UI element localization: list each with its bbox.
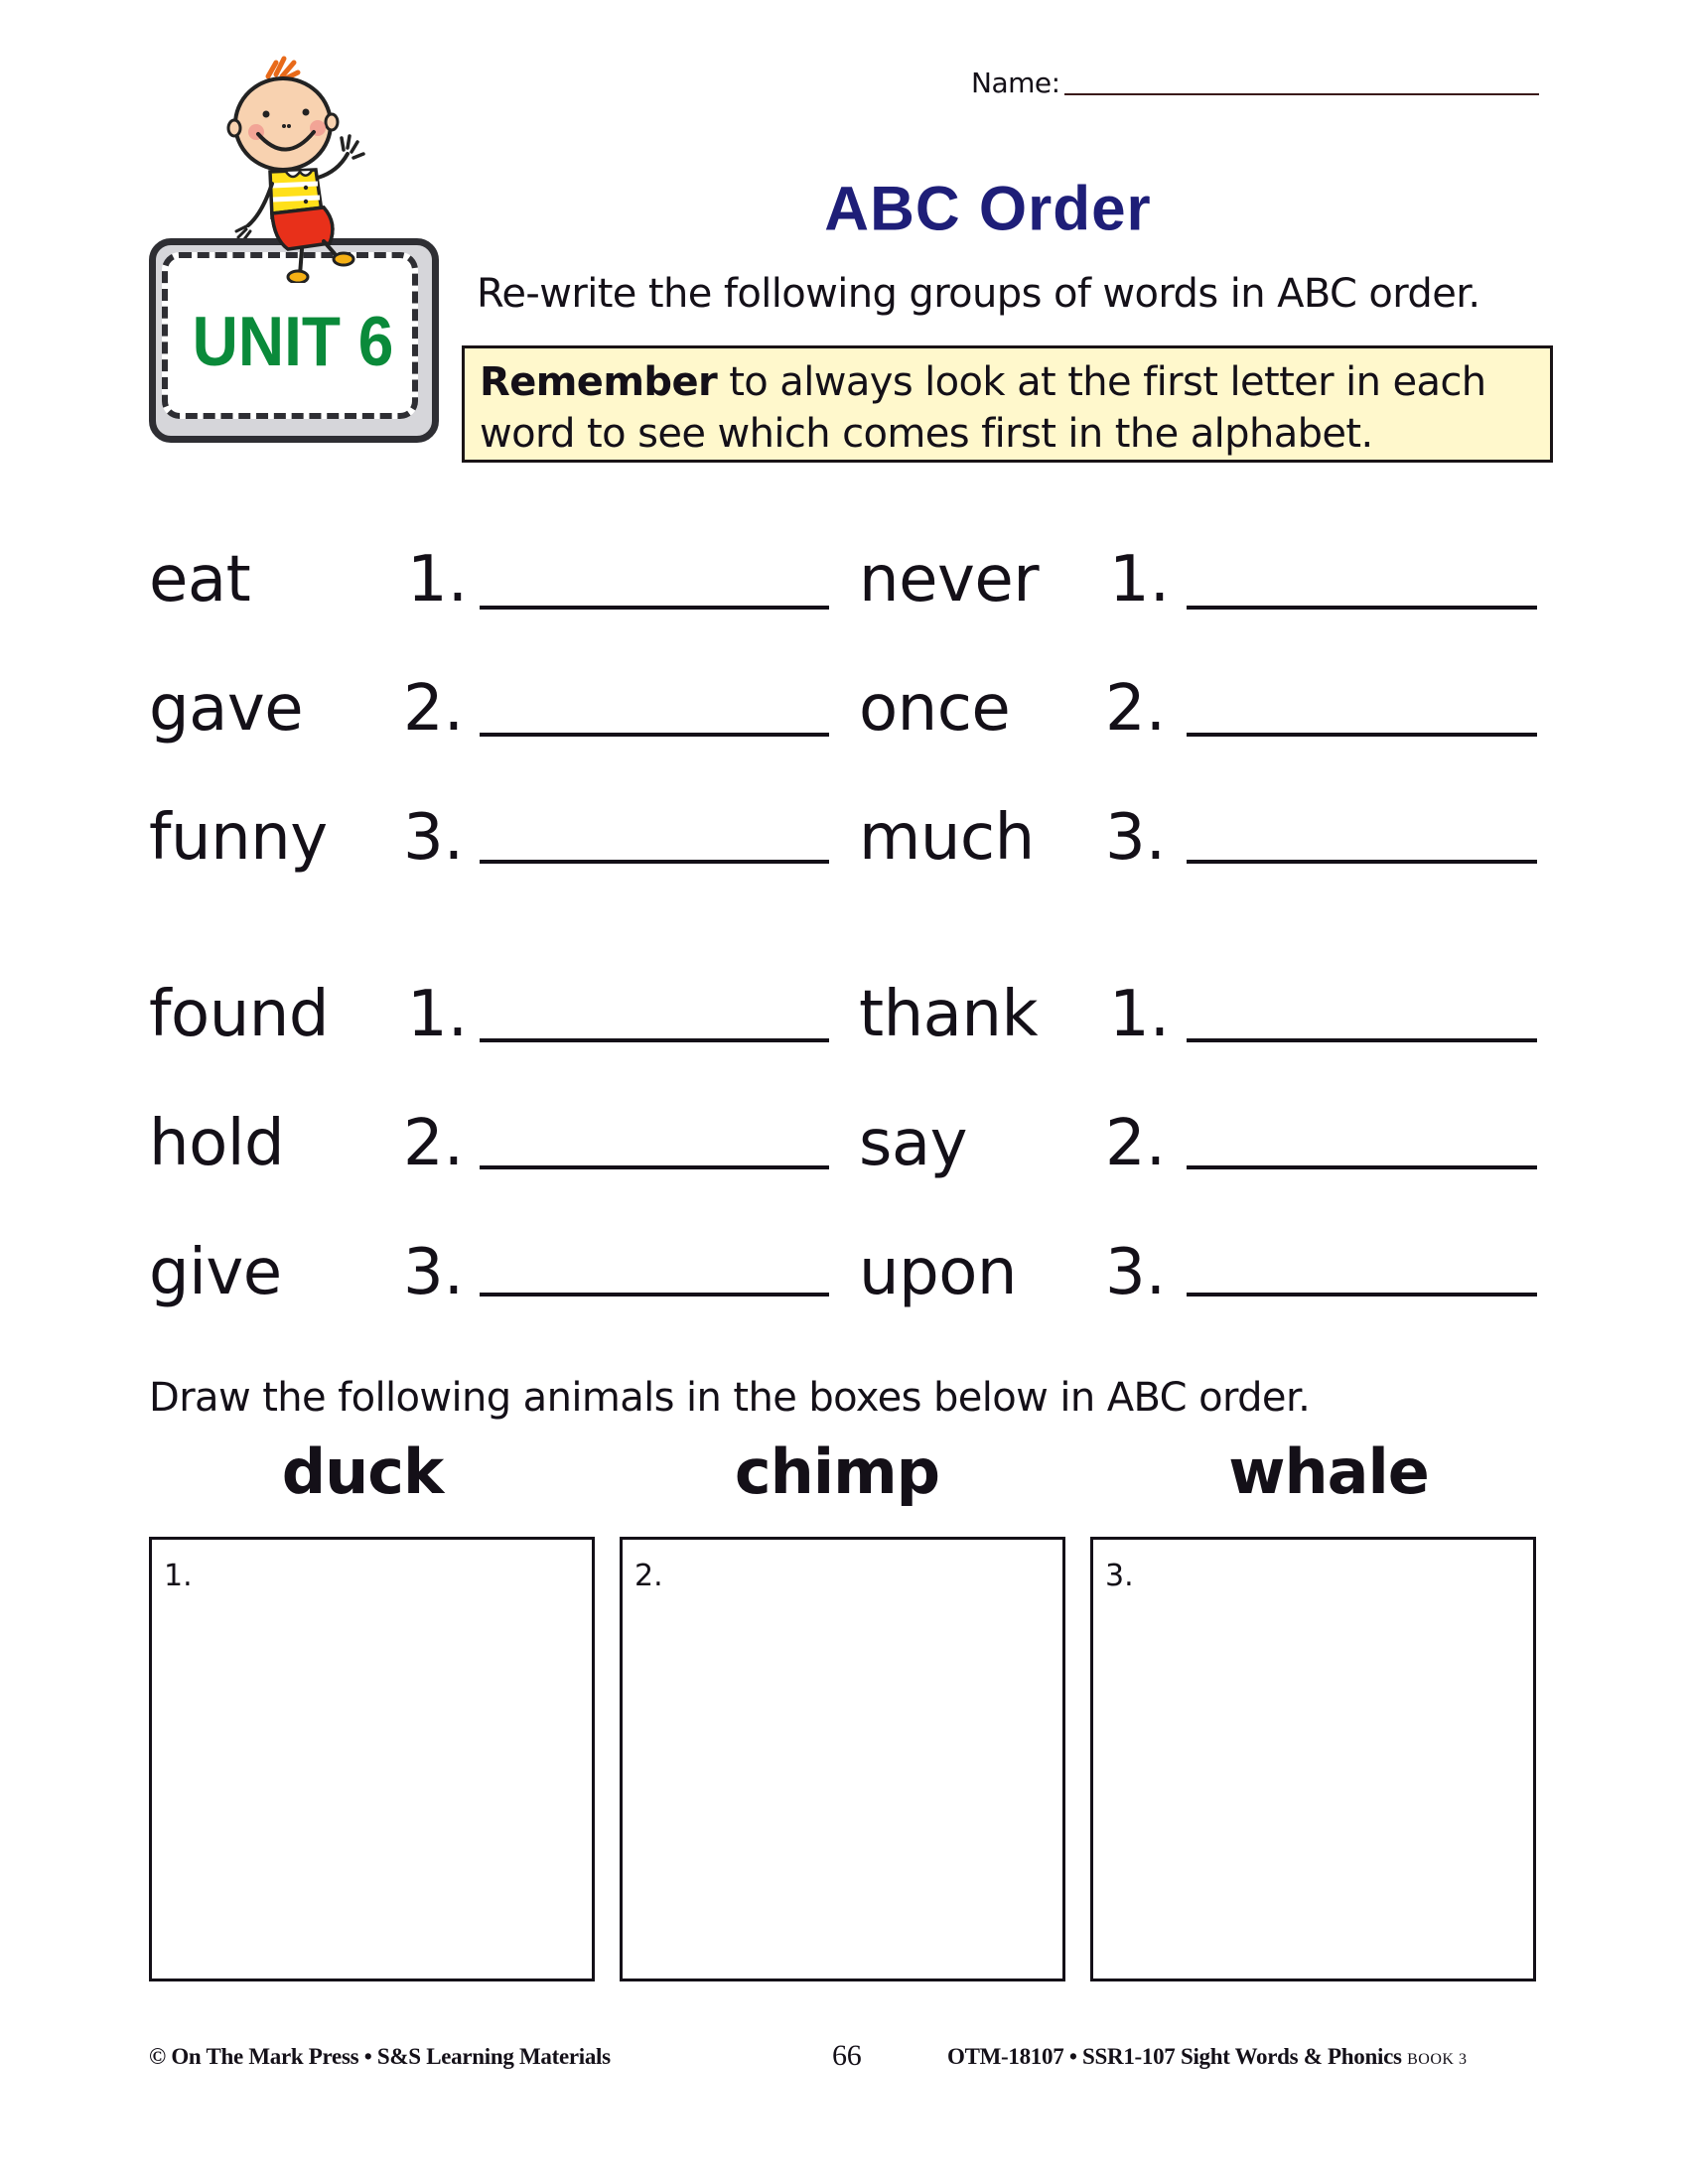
answer-number: 2. xyxy=(403,1107,465,1180)
rewrite-instruction: Re-write the following groups of words in ABC order. xyxy=(477,271,1480,317)
word-left: gave xyxy=(149,672,304,746)
drawing-box-3[interactable] xyxy=(1090,1537,1536,1981)
answer-number: 3. xyxy=(403,1236,465,1309)
kid-legs-overlay-icon xyxy=(199,55,377,283)
name-input-line[interactable] xyxy=(1064,93,1539,95)
word-left: hold xyxy=(149,1107,285,1180)
word-right: say xyxy=(859,1107,967,1180)
remember-line-1-text: to always look at the first letter in each xyxy=(717,359,1486,405)
word-row xyxy=(0,543,1688,647)
box-number: 2. xyxy=(634,1559,663,1593)
box-number: 3. xyxy=(1105,1559,1134,1593)
answer-blank[interactable] xyxy=(480,1165,829,1169)
box-number: 1. xyxy=(164,1559,193,1593)
answer-number: 2. xyxy=(1105,1107,1167,1180)
name-label: Name: xyxy=(971,67,1060,99)
remember-line-2: word to see which comes first in the alphabet. xyxy=(480,411,1373,457)
word-row xyxy=(0,978,1688,1082)
drawing-box-2[interactable] xyxy=(620,1537,1065,1981)
word-right: once xyxy=(859,672,1011,746)
word-left: eat xyxy=(149,543,251,616)
answer-blank[interactable] xyxy=(480,860,829,864)
answer-blank[interactable] xyxy=(1187,1038,1537,1042)
answer-number: 3. xyxy=(1105,1236,1167,1309)
remember-line-1 xyxy=(480,356,1550,408)
word-row xyxy=(0,801,1688,905)
word-right: upon xyxy=(859,1236,1017,1309)
unit-label: UNIT 6 xyxy=(192,302,394,381)
answer-number: 2. xyxy=(1105,672,1167,746)
name-field[interactable] xyxy=(971,69,1539,97)
answer-blank[interactable] xyxy=(1187,1293,1537,1297)
footer-product-code xyxy=(947,2045,1467,2068)
answer-number: 3. xyxy=(403,801,465,875)
answer-number: 1. xyxy=(407,543,469,616)
word-row xyxy=(0,672,1688,776)
answer-blank[interactable] xyxy=(1187,733,1537,737)
draw-instruction: Draw the following animals in the boxes below in ABC order. xyxy=(149,1375,1311,1421)
answer-blank[interactable] xyxy=(1187,1165,1537,1169)
answer-number: 1. xyxy=(407,978,469,1051)
answer-blank[interactable] xyxy=(480,733,829,737)
footer-copyright: © On The Mark Press • S&S Learning Materials xyxy=(149,2044,611,2069)
word-right: much xyxy=(859,801,1035,875)
word-left: found xyxy=(149,978,329,1051)
footer-book-label: BOOK 3 xyxy=(1407,2051,1468,2068)
word-right: thank xyxy=(859,978,1038,1051)
answer-blank[interactable] xyxy=(1187,860,1537,864)
footer-product-title: OTM-18107 • SSR1-107 Sight Words & Phonics xyxy=(947,2044,1402,2069)
answer-number: 2. xyxy=(403,672,465,746)
remember-bold: Remember xyxy=(480,359,718,405)
word-row xyxy=(0,1236,1688,1340)
animal-label-chimp: chimp xyxy=(734,1435,940,1508)
answer-blank[interactable] xyxy=(480,1038,829,1042)
word-left: give xyxy=(149,1236,282,1309)
animal-label-duck: duck xyxy=(281,1435,444,1508)
animal-label-whale: whale xyxy=(1228,1435,1429,1508)
page-title: ABC Order xyxy=(824,174,1152,244)
remember-tip-box xyxy=(462,345,1553,463)
answer-number: 1. xyxy=(1109,543,1171,616)
word-row xyxy=(0,1107,1688,1211)
word-left: funny xyxy=(149,801,328,875)
answer-number: 3. xyxy=(1105,801,1167,875)
page-number: 66 xyxy=(832,2039,862,2072)
answer-blank[interactable] xyxy=(1187,606,1537,610)
answer-blank[interactable] xyxy=(480,606,829,610)
answer-number: 1. xyxy=(1109,978,1171,1051)
word-right: never xyxy=(859,543,1039,616)
answer-blank[interactable] xyxy=(480,1293,829,1297)
drawing-box-1[interactable] xyxy=(149,1537,595,1981)
